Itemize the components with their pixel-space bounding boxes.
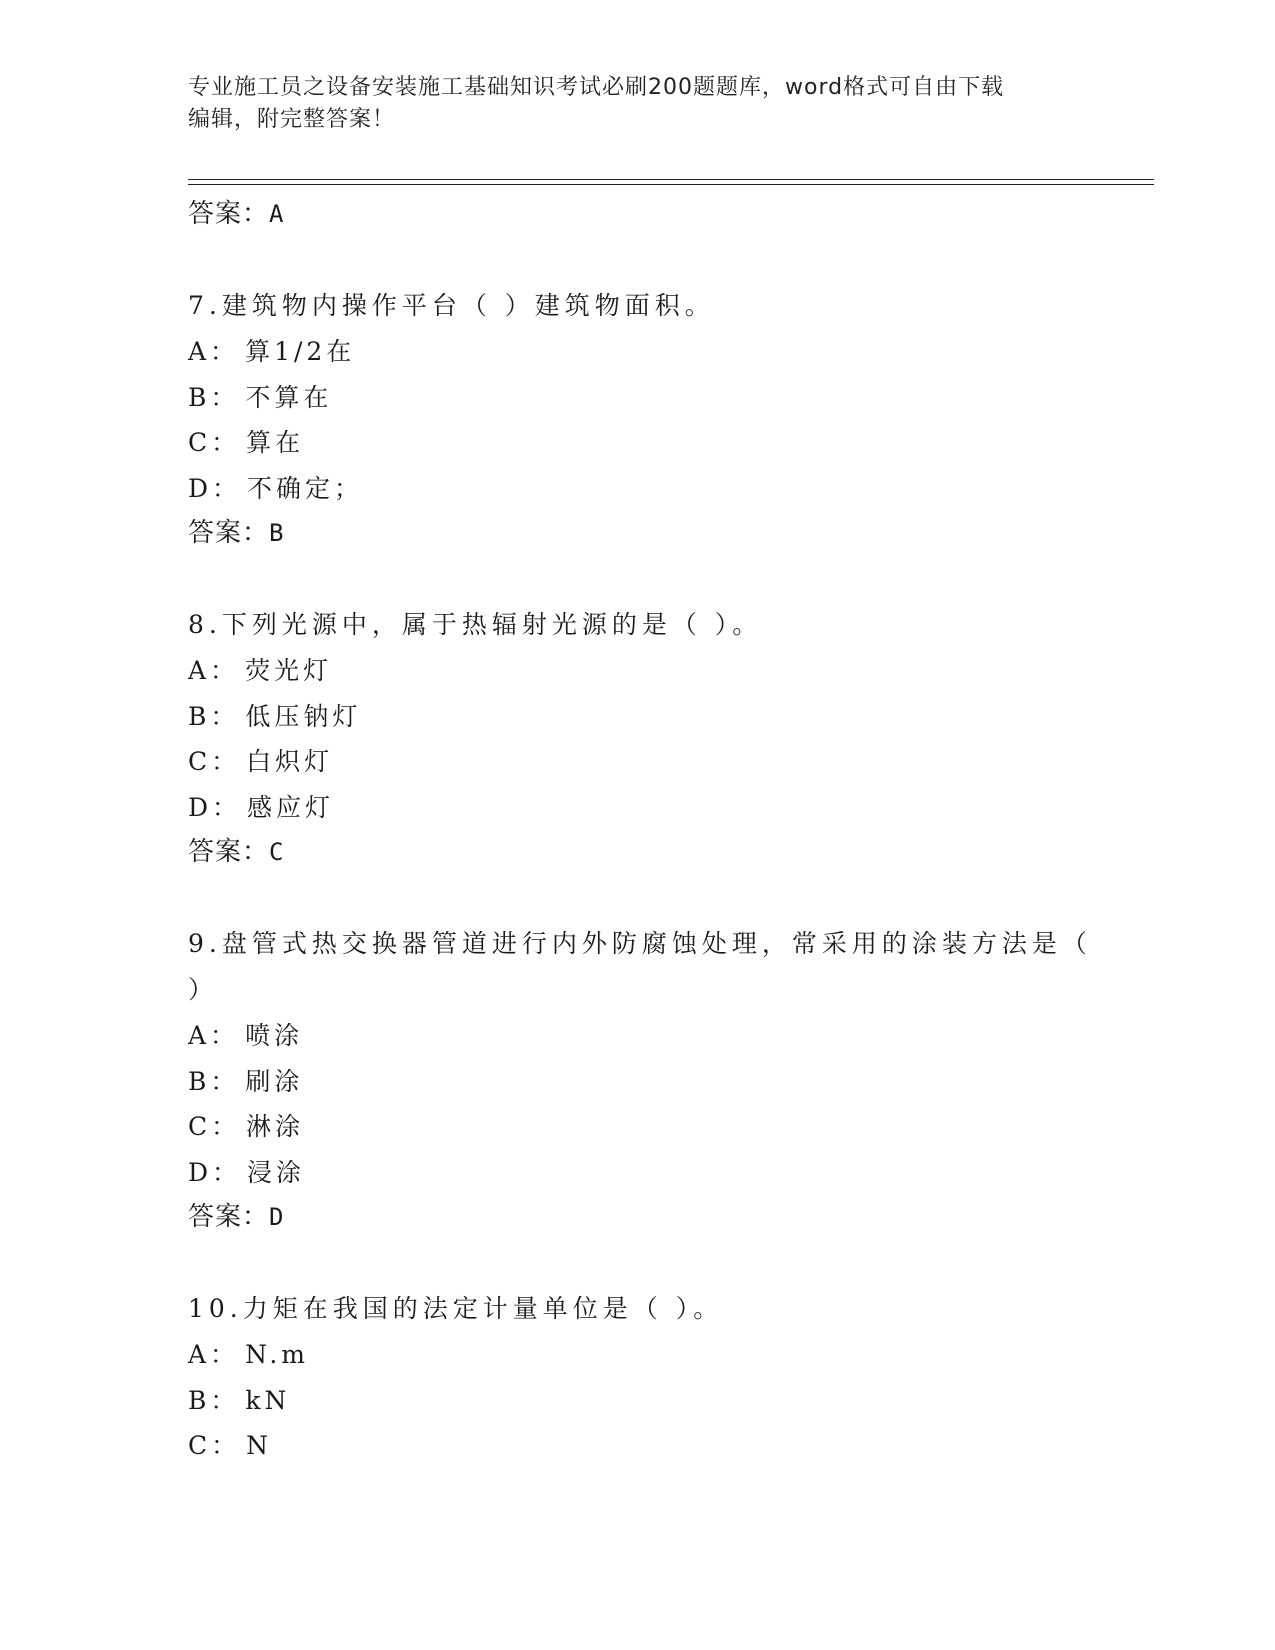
answer-label: 答案： — [188, 518, 270, 548]
option-text: 算1/2在 — [245, 337, 356, 366]
option-text: 喷涂 — [245, 1021, 304, 1050]
option-item — [188, 785, 1088, 831]
question-spacer — [188, 236, 1088, 283]
option-key: B： — [188, 1385, 240, 1415]
question-text: 8.下列光源中，属于热辐射光源的是（ ）。 — [188, 610, 763, 639]
option-key: D： — [188, 1157, 242, 1187]
option-text: 感应灯 — [247, 792, 335, 822]
option-item — [188, 375, 1088, 421]
question-block — [188, 283, 1088, 555]
option-text: N — [246, 1431, 273, 1460]
option-key: A： — [188, 1021, 240, 1050]
question-block — [188, 921, 1092, 1239]
question-spacer — [188, 1239, 1088, 1286]
option-key: B： — [188, 701, 240, 731]
question-block — [188, 602, 1088, 874]
answer-label: 答案： — [188, 837, 270, 867]
document-header — [188, 72, 1088, 136]
option-item — [188, 648, 1088, 694]
option-key: B： — [188, 382, 240, 412]
question-block — [188, 1286, 1088, 1469]
question-text: ） — [188, 975, 219, 1004]
option-text: 低压钠灯 — [245, 701, 362, 731]
answer-line — [188, 830, 1088, 874]
option-text: 算在 — [246, 428, 305, 457]
option-item — [188, 420, 1088, 466]
option-item — [188, 1013, 1088, 1059]
answer-value: C — [269, 838, 285, 866]
question-list — [188, 192, 1092, 1469]
option-key: A： — [188, 337, 240, 366]
answer-label: 答案： — [188, 199, 270, 229]
option-item — [188, 1423, 1088, 1469]
option-item — [188, 739, 1088, 785]
option-key: D： — [188, 792, 242, 822]
header-rule-top — [188, 179, 1154, 180]
option-text: kN — [245, 1385, 291, 1415]
option-text: 淋涂 — [246, 1112, 305, 1141]
answer-line — [188, 511, 1088, 555]
header-line-1: 专业施工员之设备安装施工基础知识考试必刷200题题库，word格式可自由下载 — [188, 75, 1005, 100]
option-key: A： — [188, 656, 240, 685]
option-text: 浸涂 — [247, 1157, 306, 1187]
option-item — [188, 694, 1088, 740]
option-item — [188, 1332, 1088, 1378]
option-item — [188, 1150, 1088, 1196]
option-text: 荧光灯 — [245, 656, 333, 685]
option-text: 白炽灯 — [246, 747, 334, 776]
option-key: C： — [188, 428, 241, 457]
option-key: D： — [188, 473, 242, 503]
answer-value: A — [269, 200, 285, 228]
option-text: 不算在 — [245, 382, 333, 412]
option-item — [188, 329, 1088, 375]
option-key: C： — [188, 1431, 241, 1460]
previous-answer — [188, 192, 1088, 236]
option-key: A： — [188, 1340, 240, 1369]
question-spacer — [188, 555, 1088, 602]
option-key: C： — [188, 1112, 241, 1141]
question-text: 10.力矩在我国的法定计量单位是（ ）。 — [188, 1294, 724, 1323]
option-key: C： — [188, 747, 241, 776]
answer-value: B — [269, 519, 285, 547]
header-line-2: 编辑，附完整答案！ — [188, 107, 396, 132]
answer-value: D — [269, 1203, 285, 1231]
question-spacer — [188, 874, 1088, 921]
option-item — [188, 1378, 1088, 1424]
question-text: 7.建筑物内操作平台（ ）建筑物面积。 — [188, 291, 715, 320]
option-item — [188, 1059, 1088, 1105]
option-item — [188, 1104, 1088, 1150]
option-key: B： — [188, 1066, 240, 1096]
question-text: 9.盘管式热交换器管道进行内外防腐蚀处理，常采用的涂装方法是（ — [188, 929, 1092, 958]
option-text: 不确定； — [247, 473, 364, 503]
answer-label: 答案： — [188, 1202, 270, 1232]
option-text: 刷涂 — [245, 1066, 304, 1096]
option-text: N.m — [245, 1340, 309, 1369]
option-item — [188, 466, 1088, 512]
header-rule-bottom — [188, 184, 1154, 185]
answer-line — [188, 1195, 1088, 1239]
